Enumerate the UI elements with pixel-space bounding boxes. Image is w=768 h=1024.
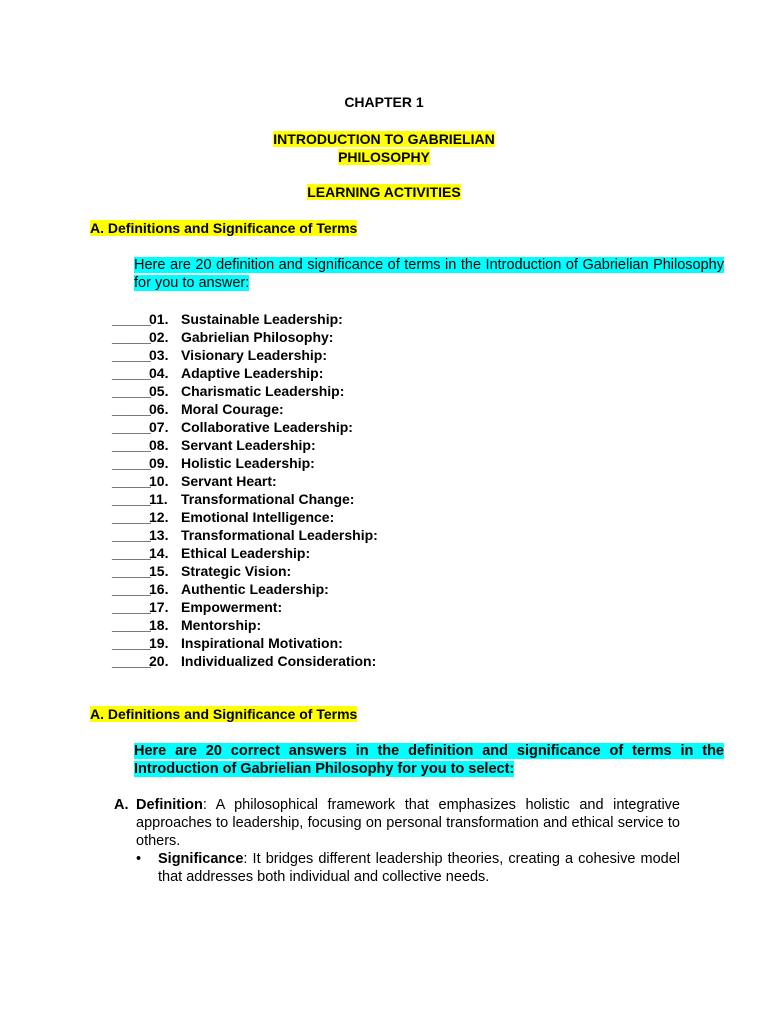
term-item xyxy=(112,328,378,346)
term-item xyxy=(112,652,378,670)
term-label: Servant Heart: xyxy=(181,473,277,489)
term-label: Ethical Leadership: xyxy=(181,545,311,561)
term-label: Sustainable Leadership: xyxy=(181,311,343,327)
significance-label: Significance xyxy=(158,851,244,867)
term-label: Transformational Change: xyxy=(181,491,355,507)
terms-list xyxy=(112,310,378,670)
term-item xyxy=(112,364,378,382)
answer-blank: _____ xyxy=(112,473,151,489)
term-item xyxy=(112,580,378,598)
term-number: 14. xyxy=(149,545,169,561)
definition-text: : A philosophical framework that emphasizes holistic and integrative approaches to leadership, focusing on personal transformation and ethical service to others. xyxy=(136,797,680,849)
term-item xyxy=(112,490,378,508)
answer-blank: _____ xyxy=(112,329,151,345)
term-label: Adaptive Leadership: xyxy=(181,365,324,381)
answer-blank: _____ xyxy=(112,635,151,651)
term-number: 11. xyxy=(149,491,168,507)
term-item xyxy=(112,544,378,562)
answer-blank: _____ xyxy=(112,311,151,327)
term-label: Inspirational Motivation: xyxy=(181,635,343,651)
term-label: Servant Leadership: xyxy=(181,437,316,453)
term-number: 03. xyxy=(149,347,169,363)
term-label: Emotional Intelligence: xyxy=(181,509,335,525)
answer-blank: _____ xyxy=(112,617,151,633)
section-1-intro-text: Here are 20 definition and significance of terms in the Introduction of Gabrielian Philosophy for you to answer: xyxy=(134,257,724,291)
term-item xyxy=(112,382,378,400)
term-number: 16. xyxy=(149,581,169,597)
term-number: 08. xyxy=(149,437,169,453)
significance-text: : It bridges different leadership theories, creating a cohesive model that addresses both individual and collective needs. xyxy=(158,851,680,885)
term-label: Strategic Vision: xyxy=(181,563,292,579)
term-label: Authentic Leadership: xyxy=(181,581,329,597)
term-item xyxy=(112,598,378,616)
term-item xyxy=(112,436,378,454)
bullet-icon: • xyxy=(136,851,142,867)
term-number: 07. xyxy=(149,419,169,435)
term-item xyxy=(112,418,378,436)
term-label: Collaborative Leadership: xyxy=(181,419,353,435)
answer-blank: _____ xyxy=(112,527,151,543)
section-1-intro xyxy=(90,256,724,292)
section-1-heading-text: A. Definitions and Significance of Terms xyxy=(90,220,358,236)
term-number: 19. xyxy=(149,635,169,651)
term-item xyxy=(112,454,378,472)
answer-blank: _____ xyxy=(112,347,151,363)
term-number: 10. xyxy=(149,473,169,489)
term-item xyxy=(112,526,378,544)
term-number: 02. xyxy=(149,329,169,345)
answer-blank: _____ xyxy=(112,437,151,453)
answer-blank: _____ xyxy=(112,455,151,471)
term-number: 06. xyxy=(149,401,169,417)
term-number: 09. xyxy=(149,455,169,471)
term-item xyxy=(112,634,378,652)
term-number: 01. xyxy=(149,311,169,327)
term-label: Holistic Leadership: xyxy=(181,455,315,471)
term-label: Individualized Consideration: xyxy=(181,653,377,669)
answer-blank: _____ xyxy=(112,401,151,417)
section-1-heading xyxy=(90,220,357,236)
answer-blank: _____ xyxy=(112,365,151,381)
answer-blank: _____ xyxy=(112,581,151,597)
term-label: Visionary Leadership: xyxy=(181,347,328,363)
term-item xyxy=(112,562,378,580)
answer-letter: A. xyxy=(114,797,129,813)
learning-activities-label: LEARNING ACTIVITIES xyxy=(307,184,461,200)
answer-blank: _____ xyxy=(112,545,151,561)
term-item xyxy=(112,400,378,418)
term-number: 18. xyxy=(149,617,169,633)
term-number: 15. xyxy=(149,563,169,579)
term-item xyxy=(112,310,378,328)
answer-blank: _____ xyxy=(112,653,151,669)
answer-blank: _____ xyxy=(112,491,151,507)
term-number: 05. xyxy=(149,383,169,399)
answer-blank: _____ xyxy=(112,563,151,579)
section-2-heading-text: A. Definitions and Significance of Terms xyxy=(90,706,358,722)
term-label: Charismatic Leadership: xyxy=(181,383,345,399)
term-number: 17. xyxy=(149,599,169,615)
term-label: Gabrielian Philosophy: xyxy=(181,329,334,345)
chapter-title-line-1: INTRODUCTION TO GABRIELIAN xyxy=(273,131,495,147)
chapter-heading xyxy=(0,94,768,110)
term-item xyxy=(112,472,378,490)
section-2-intro xyxy=(90,742,724,778)
chapter-title-line-2: PHILOSOPHY xyxy=(338,149,430,165)
term-item xyxy=(112,508,378,526)
term-number: 04. xyxy=(149,365,169,381)
chapter-title xyxy=(0,130,768,166)
term-number: 20. xyxy=(149,653,169,669)
answer-blank: _____ xyxy=(112,383,151,399)
definition-label: Definition xyxy=(136,797,203,813)
learning-activities-heading xyxy=(0,184,768,200)
section-2-intro-text: Here are 20 correct answers in the definition and significance of terms in the Introduction of Gabrielian Philosophy for you to select: xyxy=(134,743,724,777)
term-number: 12. xyxy=(149,509,169,525)
answer-item-a xyxy=(114,796,680,886)
term-label: Transformational Leadership: xyxy=(181,527,378,543)
answer-blank: _____ xyxy=(112,419,151,435)
term-label: Moral Courage: xyxy=(181,401,284,417)
term-number: 13. xyxy=(149,527,169,543)
term-label: Mentorship: xyxy=(181,617,262,633)
term-item xyxy=(112,346,378,364)
term-item xyxy=(112,616,378,634)
answer-definition xyxy=(114,796,680,850)
section-2-heading xyxy=(90,706,357,722)
answer-blank: _____ xyxy=(112,599,151,615)
term-label: Empowerment: xyxy=(181,599,283,615)
answer-significance xyxy=(114,850,680,886)
answer-blank: _____ xyxy=(112,509,151,525)
chapter-label: CHAPTER 1 xyxy=(344,94,424,110)
